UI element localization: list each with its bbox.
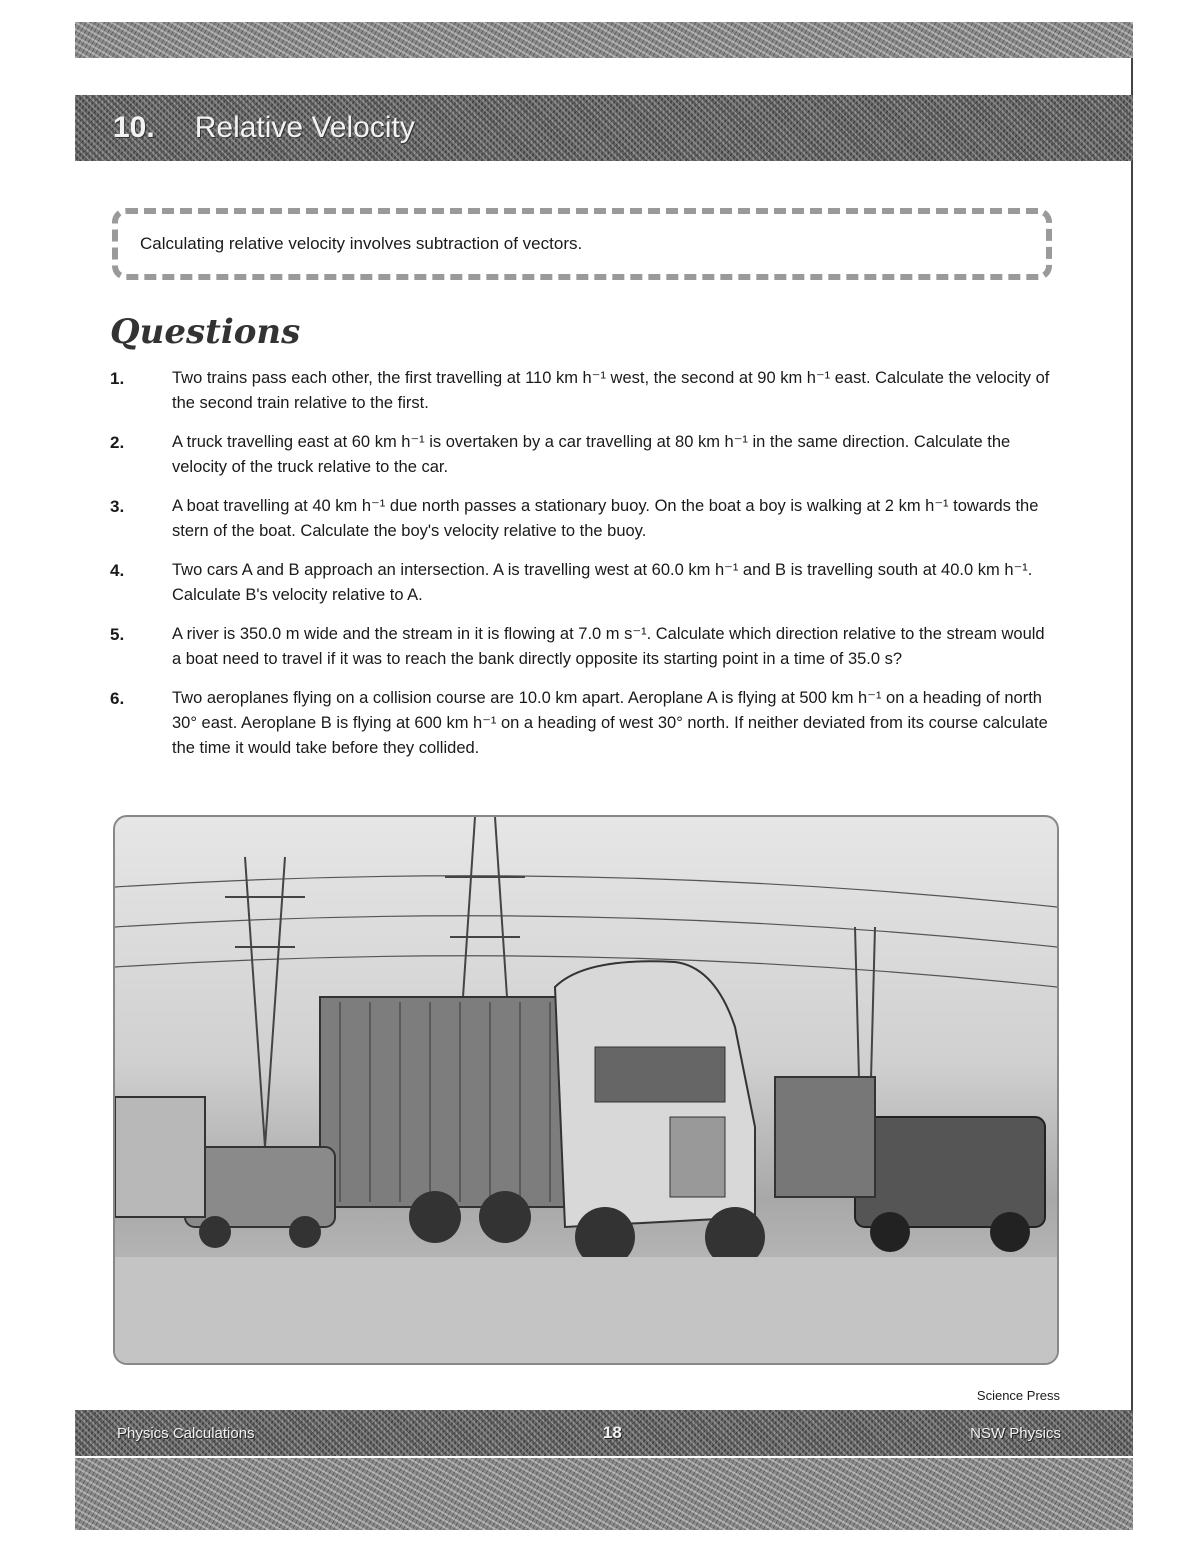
question-list (110, 366, 1050, 775)
question-item (110, 430, 1050, 480)
intro-text: Calculating relative velocity involves subtraction of vectors. (140, 234, 583, 253)
question-item (110, 494, 1050, 544)
question-number: 3. (110, 497, 125, 516)
footer-bar (75, 1410, 1133, 1456)
question-text: Two cars A and B approach an intersection. A is travelling west at 60.0 km h⁻¹ and B is travelling south at 40.0 km h⁻¹. Calculate B's velocity relative to A. (172, 561, 1033, 604)
question-number: 5. (110, 625, 125, 644)
question-item (110, 622, 1050, 672)
question-item (110, 686, 1050, 761)
question-item (110, 366, 1050, 416)
question-number: 1. (110, 369, 125, 388)
bottom-decorative-strip (75, 1458, 1133, 1530)
top-decorative-strip (75, 22, 1133, 58)
chapter-number: 10. (113, 111, 155, 144)
question-text: A boat travelling at 40 km h⁻¹ due north passes a stationary buoy. On the boat a boy is walking at 2 km h⁻¹ towards the stern of the boat. Calculate the boy's velocity relative to the buoy. (172, 497, 1039, 540)
question-text: Two aeroplanes flying on a collision course are 10.0 km apart. Aeroplane A is flying at 500 km h⁻¹ on a heading of north 30° east. Aeroplane B is flying at 600 km h⁻¹ on a heading of west 30° north. If neither deviated from its course calculate the time it would take before they collided. (172, 689, 1048, 757)
truck-traffic-photo (113, 815, 1059, 1365)
page-number: 18 (602, 1423, 622, 1442)
chapter-banner (75, 95, 1133, 161)
truck-photo-illustration (115, 817, 1057, 1363)
question-item (110, 558, 1050, 608)
footer-series-title: NSW Physics (970, 1424, 1061, 1442)
question-text: A truck travelling east at 60 km h⁻¹ is overtaken by a car travelling at 80 km h⁻¹ in the same direction. Calculate the velocity of the truck relative to the car. (172, 433, 1011, 476)
question-text: A river is 350.0 m wide and the stream in it is flowing at 7.0 m s⁻¹. Calculate which direction relative to the stream would a boat need to travel if it was to reach the bank directly opposite its starting point in a time of 35.0 s? (172, 625, 1045, 668)
right-margin-rule (1131, 58, 1133, 1410)
publisher-credit: Science Press (976, 1388, 1060, 1403)
question-number: 6. (110, 689, 125, 708)
footer-book-title: Physics Calculations (117, 1424, 255, 1442)
question-number: 2. (110, 433, 125, 452)
chapter-title: Relative Velocity (194, 111, 415, 144)
questions-heading: Questions (110, 312, 301, 352)
question-number: 4. (110, 561, 125, 580)
question-text: Two trains pass each other, the first travelling at 110 km h⁻¹ west, the second at 90 km h⁻¹ east. Calculate the velocity of the second train relative to the first. (172, 369, 1050, 412)
intro-box (112, 208, 1052, 280)
